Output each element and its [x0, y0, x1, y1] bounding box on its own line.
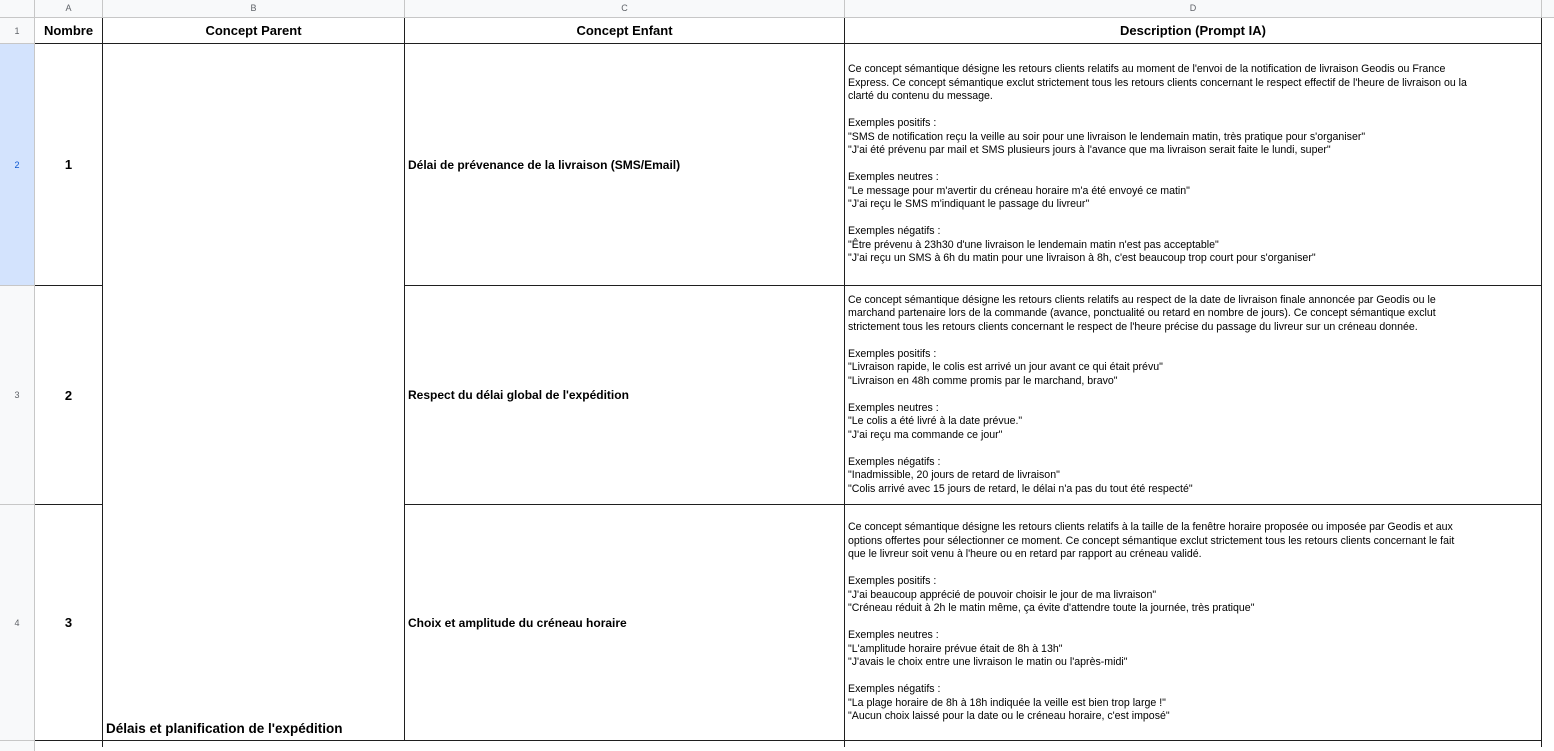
- row-header-2[interactable]: 2: [0, 44, 35, 286]
- number-cell[interactable]: 3: [35, 505, 103, 741]
- child-concept-cell[interactable]: Respect du délai global de l'expédition: [405, 286, 845, 505]
- empty-cell[interactable]: [405, 741, 845, 747]
- parent-concept-cell[interactable]: [103, 44, 405, 741]
- parent-concept-text: Délais et planification de l'expédition: [106, 721, 343, 736]
- empty-cell[interactable]: [845, 741, 1542, 747]
- description-text: Ce concept sémantique désigne les retours clients relatifs à la taille de la fenêtre horaire proposée ou imposée par Geodis et aux options offertes pour sélectionner ce moment. Ce concept sémantique exclut strictement tous les retours clients concernant le fait que le livreur soit venu à l'heure ou en retard par rapport au créneau validé. Exemples positifs : "J'ai beaucoup apprécié de pouvoir choisir le jour de ma livraison" "Créneau réduit à 2h le matin même, ça évite d'attendre toute la journée, très pratique" Exemples neutres : "L'amplitude horaire prévue était de 8h à 13h" "J'avais le choix entre une livraison le matin ou l'après-midi" Exemples négatifs : "La plage horaire de 8h à 18h indiquée la veille est bien trop large !" "Aucun choix laissé pour la date ou le créneau horaire, c'est imposé": [848, 521, 1455, 723]
- number-cell[interactable]: 1: [35, 44, 103, 286]
- number-cell[interactable]: 2: [35, 286, 103, 505]
- child-concept-cell[interactable]: Choix et amplitude du créneau horaire: [405, 505, 845, 741]
- description-text: Ce concept sémantique désigne les retours clients relatifs au respect de la date de livraison finale annoncée par Geodis ou le marchand partenaire lors de la commande (avance, ponctualité ou retard en nombre de jours). Ce concept sémantique exclut strictement tous les retours clients concernant le respect de l'heure précise du passage du livreur sur un créneau donnée. Exemples positifs : "Livraison rapide, le colis est arrivé un jour avant ce qui était prévu" "Livraison en 48h comme promis par le marchand, bravo" Exemples neutres : "Le colis a été livré à la date prévue." "J'ai reçu ma commande ce jour" Exemples négatifs : "Inadmissible, 20 jours de retard de livraison" "Colis arrivé avec 15 jours de retard, le délai n'a pas du tout été respecté": [848, 293, 1436, 495]
- select-all-corner[interactable]: [0, 0, 35, 18]
- header-nombre[interactable]: Nombre: [35, 18, 103, 44]
- child-concept-cell[interactable]: Délai de prévenance de la livraison (SMS/Email): [405, 44, 845, 286]
- description-cell[interactable]: [845, 286, 1542, 505]
- column-header-b[interactable]: B: [103, 0, 405, 18]
- row-header-3[interactable]: 3: [0, 286, 35, 505]
- description-cell[interactable]: [845, 505, 1542, 741]
- header-concept-enfant[interactable]: Concept Enfant: [405, 18, 845, 44]
- empty-cell[interactable]: [35, 741, 103, 747]
- description-text: Ce concept sémantique désigne les retours clients relatifs au moment de l'envoi de la notification de livraison Geodis ou France Express. Ce concept sémantique exclut strictement tous les retours clients concernant le respect effectif de l'heure de livraison ou la clarté du contenu du message. Exemples positifs : "SMS de notification reçu la veille au soir pour une livraison le lendemain matin, très pratique pour s'organiser" "J'ai été prévenu par mail et SMS plusieurs jours à l'avance que ma livraison serait faite le lundi, super" Exemples neutres : "Le message pour m'avertir du créneau horaire m'a été envoyé ce matin" "J'ai reçu le SMS m'indiquant le passage du livreur" Exemples négatifs : "Être prévenu à 23h30 d'une livraison le lendemain matin n'est pas acceptable" "J'ai reçu un SMS à 6h du matin pour une livraison à 8h, c'est beaucoup trop court pour s'organiser": [848, 63, 1467, 265]
- column-header-a[interactable]: A: [35, 0, 103, 18]
- header-concept-parent[interactable]: Concept Parent: [103, 18, 405, 44]
- column-header-c[interactable]: C: [405, 0, 845, 18]
- row-header-5[interactable]: [0, 741, 35, 751]
- column-header-e[interactable]: [1542, 0, 1554, 18]
- header-description[interactable]: Description (Prompt IA): [845, 18, 1542, 44]
- column-header-d[interactable]: D: [845, 0, 1542, 18]
- row-header-1[interactable]: 1: [0, 18, 35, 44]
- row-header-4[interactable]: 4: [0, 505, 35, 741]
- description-cell[interactable]: [845, 44, 1542, 286]
